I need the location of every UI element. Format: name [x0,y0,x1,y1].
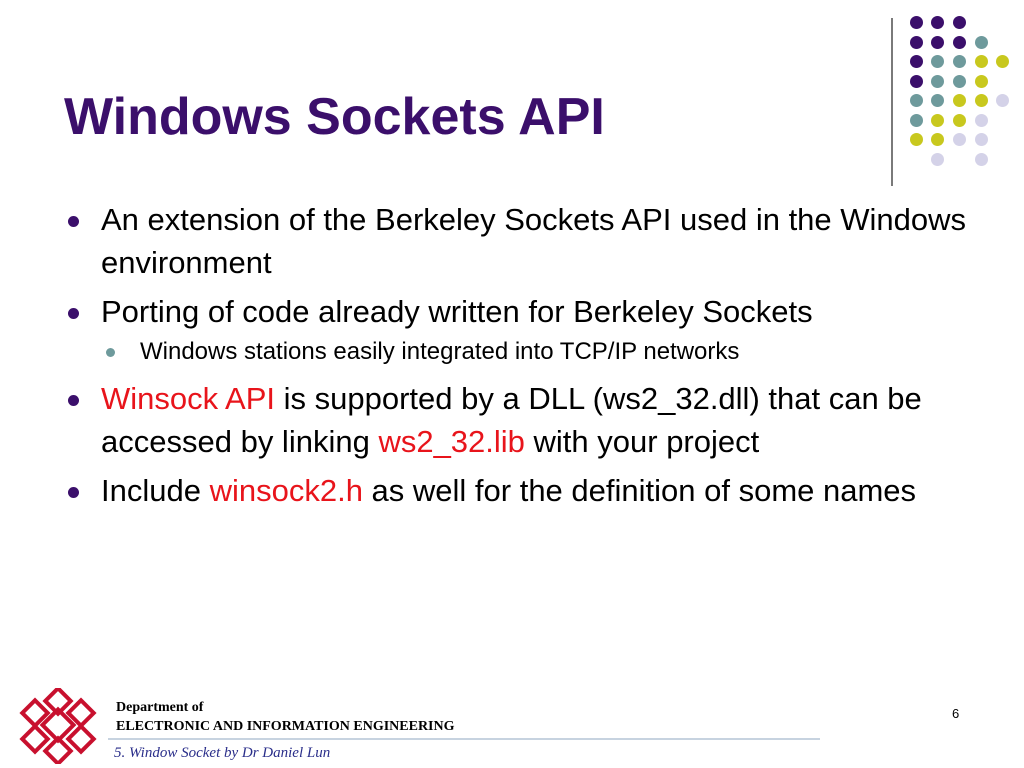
decor-dot [931,133,944,146]
bullet-icon [68,308,79,319]
bullet-icon [106,348,115,357]
decor-dot [910,75,923,88]
decor-dot [953,55,966,68]
bullet-text: with your project [524,424,760,459]
decor-dot [975,55,988,68]
department-line-1: Department of [116,700,204,715]
decor-dot [910,94,923,107]
decor-dot [910,16,923,29]
decor-dot [953,133,966,146]
bullet-item [68,290,968,333]
bullet-item [68,377,968,463]
decor-dot [975,133,988,146]
department-line-2: ELECTRONIC AND INFORMATION ENGINEERING [116,719,455,734]
decor-dot [953,94,966,107]
decor-dot [931,16,944,29]
decor-dot [910,36,923,49]
sub-bullet-item [68,335,968,369]
decor-dot [953,114,966,127]
bullet-text: is supported by a DLL (ws2_32.dll) that can be accessed by linking [101,381,922,459]
decor-dot [931,153,944,166]
decor-dot [910,133,923,146]
decor-dot [953,75,966,88]
footer-divider [108,738,820,740]
title-divider [891,18,893,186]
page-number: 6 [952,706,960,721]
decor-dot [975,114,988,127]
highlighted-text: ws2_32.lib [378,424,525,459]
decor-dot [910,55,923,68]
decor-dot [996,55,1009,68]
slide-title: Windows Sockets API [64,88,605,146]
decor-dot [975,153,988,166]
bullet-item [68,469,968,512]
bullet-icon [68,487,79,498]
bullet-list [68,198,968,518]
bullet-text: as well for the definition of some names [362,473,917,508]
bullet-text: Windows stations easily integrated into TCP/IP networks [140,338,740,365]
decor-dot [931,55,944,68]
bullet-icon [68,395,79,406]
highlighted-text: Winsock API [101,381,275,416]
decor-dot [996,94,1009,107]
decor-dot [953,16,966,29]
highlighted-text: winsock2.h [209,473,363,508]
decor-dot [931,36,944,49]
lecture-subtitle: 5. Window Socket by Dr Daniel Lun [114,745,331,761]
decor-dot [975,94,988,107]
decor-dot [931,75,944,88]
decor-dot [975,36,988,49]
decor-dot [975,75,988,88]
decor-dot [910,114,923,127]
bullet-text: Include [101,473,210,508]
bullet-icon [68,216,79,227]
decor-dot [953,36,966,49]
decor-dot [931,114,944,127]
department-label [116,698,455,736]
bullet-text: An extension of the Berkeley Sockets API used in the Windows environment [101,202,967,280]
bullet-item [68,198,968,284]
bullet-text: Porting of code already written for Berkeley Sockets [101,294,813,329]
decor-dot [931,94,944,107]
university-logo-icon [16,688,100,764]
